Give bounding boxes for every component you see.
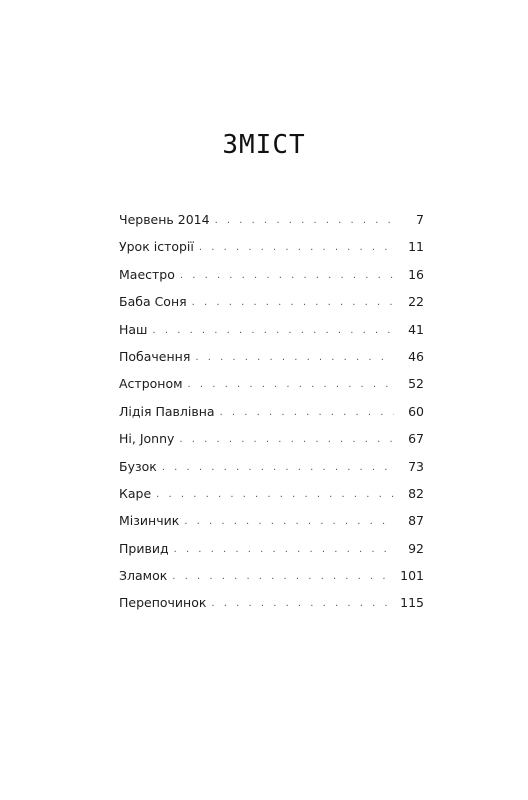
toc-entry-page: 115 [400,595,424,611]
toc-entry-title: Каре [119,485,152,501]
toc-entry-page: 22 [408,294,424,310]
dot-leader [172,569,394,585]
toc-entry-page: 73 [408,458,424,474]
toc-entry-title: Лідія Павлівна [119,403,215,419]
toc-entry [119,239,424,266]
dot-leader [184,514,394,530]
dot-leader [199,240,394,256]
dot-leader [188,377,394,393]
toc-entry-page: 16 [408,266,424,282]
toc-entry [119,322,424,349]
dot-leader [179,432,394,448]
toc-entry-title: Червень 2014 [119,212,210,227]
toc-entry-page: 52 [408,376,424,392]
toc-entry [119,376,424,403]
toc-entry-title: Бузок [119,458,157,474]
toc-entry [119,349,424,376]
toc-entry-title: Побачення [119,348,191,364]
toc-entry-title: Урок історії [119,239,194,255]
toc-entry-page: 101 [400,568,424,584]
toc-entry [119,267,424,294]
toc-entry-title: Маестро [119,266,175,282]
dot-leader [162,460,394,476]
toc-entry-page: 46 [408,348,424,364]
toc-entry-page: 7 [416,212,424,227]
toc-entry [119,431,424,458]
toc-entry-page: 67 [408,431,424,447]
table-of-contents [119,212,424,623]
dot-leader [195,350,394,366]
toc-entry-page: 87 [408,513,424,529]
toc-entry-title: Баба Соня [119,294,187,310]
toc-entry [119,294,424,321]
toc-entry [119,541,424,568]
toc-entry-title: Мізинчик [119,513,180,529]
toc-entry-title: Hi, Jonny [119,431,175,447]
dot-leader [174,542,394,558]
toc-entry-title: Привид [119,540,169,556]
dot-leader [156,487,394,503]
toc-entry [119,459,424,486]
toc-entry-title: Перепочинок [119,595,207,611]
toc-entry-page: 82 [408,485,424,501]
toc-entry-title: Астроном [119,376,183,392]
toc-entry [119,595,424,622]
toc-entry [119,404,424,431]
toc-entry-page: 41 [408,321,424,337]
toc-entry-page: 60 [408,403,424,419]
page-title: ЗМІСТ [222,130,306,160]
dot-leader [211,596,394,612]
toc-entry-title: Наш [119,321,148,337]
dot-leader [192,295,394,311]
toc-entry-page: 92 [408,540,424,556]
toc-entry [119,212,424,239]
toc-entry [119,486,424,513]
toc-entry-title: Зламок [119,568,168,584]
toc-entry [119,513,424,540]
dot-leader [215,213,394,229]
dot-leader [220,405,394,421]
dot-leader [153,323,395,339]
toc-entry-page: 11 [408,239,424,255]
dot-leader [180,268,394,284]
toc-entry [119,568,424,595]
